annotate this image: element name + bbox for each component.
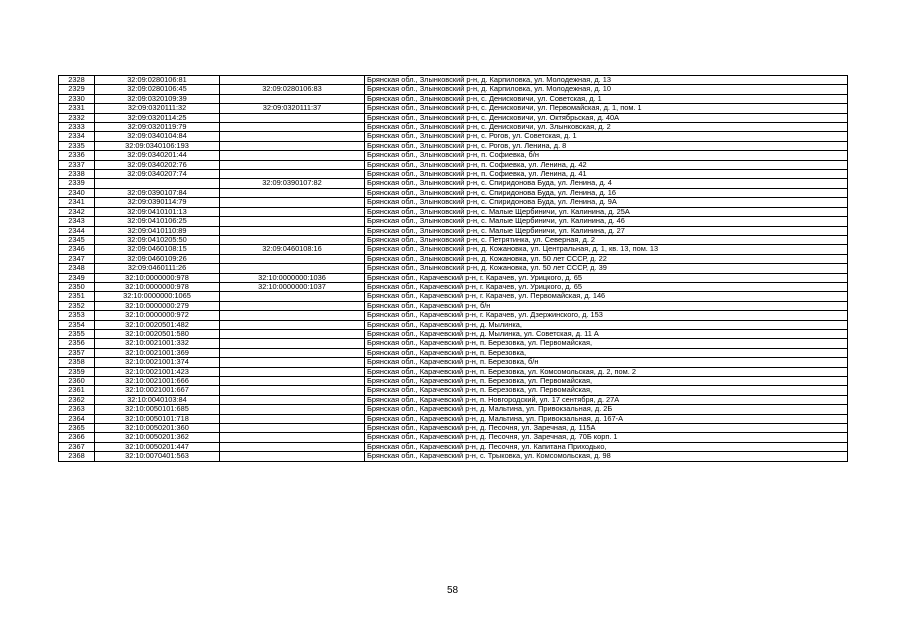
related-cadastral-number-cell	[220, 160, 365, 169]
cadastral-number-cell: 32:10:0000000:1065	[95, 292, 220, 301]
address-cell: Брянская обл., Карачевский р-н, д. Мальтина, ул. Привокзальная, д. 167-А	[365, 414, 848, 423]
row-number-cell: 2366	[59, 433, 95, 442]
address-cell: Брянская обл., Карачевский р-н, б/н	[365, 301, 848, 310]
address-cell: Брянская обл., Злынковский р-н, с. Петрятинка, ул. Северная, д. 2	[365, 235, 848, 244]
related-cadastral-number-cell	[220, 433, 365, 442]
related-cadastral-number-cell	[220, 367, 365, 376]
row-number-cell: 2368	[59, 452, 95, 461]
address-cell: Брянская обл., Злынковский р-н, с. Рогов, ул. Советская, д. 1	[365, 132, 848, 141]
address-cell: Брянская обл., Карачевский р-н, п. Березовка,	[365, 348, 848, 357]
row-number-cell: 2329	[59, 85, 95, 94]
cadastral-number-cell: 32:09:0320119:79	[95, 123, 220, 132]
related-cadastral-number-cell	[220, 386, 365, 395]
cadastral-number-cell: 32:09:0340106:193	[95, 141, 220, 150]
related-cadastral-number-cell: 32:09:0280106:83	[220, 85, 365, 94]
cadastral-number-cell: 32:10:0050201:447	[95, 442, 220, 451]
related-cadastral-number-cell	[220, 395, 365, 404]
address-cell: Брянская обл., Злынковский р-н, с. Спиридонова Буда, ул. Ленина, д. 16	[365, 188, 848, 197]
row-number-cell: 2342	[59, 207, 95, 216]
address-cell: Брянская обл., Карачевский р-н, п. Новгородский, ул. 17 сентября, д. 27А	[365, 395, 848, 404]
address-cell: Брянская обл., Карачевский р-н, п. Березовка, ул. Первомайская,	[365, 377, 848, 386]
related-cadastral-number-cell	[220, 217, 365, 226]
address-cell: Брянская обл., Карачевский р-н, д. Мылинка, ул. Советская, д. 11 А	[365, 329, 848, 338]
row-number-cell: 2357	[59, 348, 95, 357]
row-number-cell: 2363	[59, 405, 95, 414]
related-cadastral-number-cell	[220, 452, 365, 461]
row-number-cell: 2365	[59, 424, 95, 433]
address-cell: Брянская обл., Карачевский р-н, д. Песочня, ул. Капитана Приходько,	[365, 442, 848, 451]
table-row	[59, 235, 848, 244]
table-row	[59, 367, 848, 376]
cadastral-number-cell: 32:10:0050201:362	[95, 433, 220, 442]
row-number-cell: 2349	[59, 273, 95, 282]
row-number-cell: 2362	[59, 395, 95, 404]
address-cell: Брянская обл., Злынковский р-н, с. Спиридонова Буда, ул. Ленина, д. 4	[365, 179, 848, 188]
related-cadastral-number-cell	[220, 113, 365, 122]
cadastral-number-cell: 32:10:0000000:279	[95, 301, 220, 310]
address-cell: Брянская обл., Злынковский р-н, с. Спиридонова Буда, ул. Ленина, д. 9А	[365, 198, 848, 207]
cadastral-number-cell: 32:09:0320109:39	[95, 94, 220, 103]
address-cell: Брянская обл., Карачевский р-н, г. Карачев, ул. Первомайская, д. 146	[365, 292, 848, 301]
address-cell: Брянская обл., Злынковский р-н, с. Рогов, ул. Ленина, д. 8	[365, 141, 848, 150]
table-row	[59, 245, 848, 254]
cadastral-number-cell	[95, 179, 220, 188]
address-cell: Брянская обл., Злынковский р-н, д. Кожановка, ул. 50 лет СССР, д. 22	[365, 254, 848, 263]
address-cell: Брянская обл., Злынковский р-н, с. Денисковичи, ул. Советская, д. 1	[365, 94, 848, 103]
table-row	[59, 320, 848, 329]
table-row	[59, 170, 848, 179]
table-row	[59, 377, 848, 386]
cadastral-number-cell: 32:10:0040103:84	[95, 395, 220, 404]
related-cadastral-number-cell	[220, 207, 365, 216]
related-cadastral-number-cell	[220, 141, 365, 150]
table-row	[59, 188, 848, 197]
table-row	[59, 207, 848, 216]
address-cell: Брянская обл., Карачевский р-н, г. Карачев, ул. Урицкого, д. 65	[365, 273, 848, 282]
address-cell: Брянская обл., Карачевский р-н, п. Березовка, ул. Первомайская,	[365, 386, 848, 395]
page-number: 58	[446, 585, 459, 596]
table-row	[59, 282, 848, 291]
address-cell: Брянская обл., Карачевский р-н, д. Мылинка,	[365, 320, 848, 329]
table-row	[59, 292, 848, 301]
related-cadastral-number-cell	[220, 348, 365, 357]
table-row	[59, 198, 848, 207]
cadastral-number-cell: 32:09:0340201:44	[95, 151, 220, 160]
table-row	[59, 254, 848, 263]
related-cadastral-number-cell	[220, 123, 365, 132]
row-number-cell: 2355	[59, 329, 95, 338]
cadastral-number-cell: 32:10:0020501:580	[95, 329, 220, 338]
property-registry-table	[58, 75, 848, 462]
related-cadastral-number-cell: 32:09:0320111:37	[220, 104, 365, 113]
related-cadastral-number-cell	[220, 329, 365, 338]
address-cell: Брянская обл., Карачевский р-н, п. Березовка, ул. Первомайская,	[365, 339, 848, 348]
table-row	[59, 217, 848, 226]
row-number-cell: 2338	[59, 170, 95, 179]
table-row	[59, 433, 848, 442]
table-row	[59, 151, 848, 160]
related-cadastral-number-cell: 32:09:0390107:82	[220, 179, 365, 188]
related-cadastral-number-cell	[220, 358, 365, 367]
related-cadastral-number-cell	[220, 405, 365, 414]
address-cell: Брянская обл., Злынковский р-н, д. Кожановка, ул. 50 лет СССР, д. 39	[365, 264, 848, 273]
cadastral-number-cell: 32:10:0050201:360	[95, 424, 220, 433]
table-row	[59, 405, 848, 414]
row-number-cell: 2361	[59, 386, 95, 395]
related-cadastral-number-cell	[220, 311, 365, 320]
cadastral-number-cell: 32:09:0340202:76	[95, 160, 220, 169]
cadastral-number-cell: 32:09:0410101:13	[95, 207, 220, 216]
address-cell: Брянская обл., Злынковский р-н, с. Малые Щербиничи, ул. Калинина, д. 27	[365, 226, 848, 235]
table-row	[59, 348, 848, 357]
cadastral-number-cell: 32:10:0050101:685	[95, 405, 220, 414]
related-cadastral-number-cell	[220, 170, 365, 179]
cadastral-number-cell: 32:10:0020501:482	[95, 320, 220, 329]
table-row	[59, 424, 848, 433]
cadastral-number-cell: 32:09:0320114:25	[95, 113, 220, 122]
cadastral-number-cell: 32:10:0050101:718	[95, 414, 220, 423]
address-cell: Брянская обл., Карачевский р-н, г. Карачев, ул. Дзержинского, д. 153	[365, 311, 848, 320]
row-number-cell: 2350	[59, 282, 95, 291]
related-cadastral-number-cell	[220, 377, 365, 386]
row-number-cell: 2334	[59, 132, 95, 141]
cadastral-number-cell: 32:10:0021001:374	[95, 358, 220, 367]
related-cadastral-number-cell	[220, 94, 365, 103]
related-cadastral-number-cell	[220, 424, 365, 433]
cadastral-number-cell: 32:09:0320111:32	[95, 104, 220, 113]
address-cell: Брянская обл., Злынковский р-н, с. Денисковичи, ул. Злынковская, д. 2	[365, 123, 848, 132]
address-cell: Брянская обл., Злынковский р-н, с. Денисковичи, ул. Октябрьская, д. 40А	[365, 113, 848, 122]
cadastral-number-cell: 32:09:0390107:84	[95, 188, 220, 197]
address-cell: Брянская обл., Злынковский р-н, с. Малые Щербиничи, ул. Калинина, д. 25А	[365, 207, 848, 216]
cadastral-number-cell: 32:10:0021001:332	[95, 339, 220, 348]
cadastral-number-cell: 32:10:0021001:369	[95, 348, 220, 357]
row-number-cell: 2354	[59, 320, 95, 329]
table-row	[59, 301, 848, 310]
row-number-cell: 2343	[59, 217, 95, 226]
row-number-cell: 2356	[59, 339, 95, 348]
related-cadastral-number-cell	[220, 254, 365, 263]
row-number-cell: 2346	[59, 245, 95, 254]
address-cell: Брянская обл., Карачевский р-н, г. Карачев, ул. Урицкого, д. 65	[365, 282, 848, 291]
row-number-cell: 2336	[59, 151, 95, 160]
table-row	[59, 179, 848, 188]
table-row	[59, 358, 848, 367]
table-row	[59, 76, 848, 85]
table-row	[59, 273, 848, 282]
row-number-cell: 2364	[59, 414, 95, 423]
related-cadastral-number-cell: 32:09:0460108:16	[220, 245, 365, 254]
cadastral-number-cell: 32:09:0280106:81	[95, 76, 220, 85]
related-cadastral-number-cell	[220, 339, 365, 348]
cadastral-number-cell: 32:09:0390114:79	[95, 198, 220, 207]
row-number-cell: 2347	[59, 254, 95, 263]
row-number-cell: 2351	[59, 292, 95, 301]
row-number-cell: 2332	[59, 113, 95, 122]
table-row	[59, 339, 848, 348]
table-row	[59, 452, 848, 461]
table-row	[59, 414, 848, 423]
cadastral-number-cell: 32:10:0021001:423	[95, 367, 220, 376]
row-number-cell: 2345	[59, 235, 95, 244]
address-cell: Брянская обл., Карачевский р-н, д. Песочня, ул. Заречная, д. 70Б корп. 1	[365, 433, 848, 442]
address-cell: Брянская обл., Карачевский р-н, п. Березовка, ул. Комсомольская, д. 2, пом. 2	[365, 367, 848, 376]
row-number-cell: 2341	[59, 198, 95, 207]
row-number-cell: 2359	[59, 367, 95, 376]
table-row	[59, 226, 848, 235]
row-number-cell: 2353	[59, 311, 95, 320]
cadastral-number-cell: 32:09:0280106:45	[95, 85, 220, 94]
cadastral-number-cell: 32:10:0021001:667	[95, 386, 220, 395]
table-row	[59, 329, 848, 338]
related-cadastral-number-cell	[220, 292, 365, 301]
related-cadastral-number-cell	[220, 188, 365, 197]
cadastral-number-cell: 32:09:0340104:84	[95, 132, 220, 141]
related-cadastral-number-cell	[220, 132, 365, 141]
related-cadastral-number-cell	[220, 442, 365, 451]
row-number-cell: 2335	[59, 141, 95, 150]
address-cell: Брянская обл., Злынковский р-н, с. Малые Щербиничи, ул. Калинина, д. 46	[365, 217, 848, 226]
related-cadastral-number-cell: 32:10:0000000:1036	[220, 273, 365, 282]
address-cell: Брянская обл., Карачевский р-н, д. Мальтина, ул. Привокзальная, д. 2Б	[365, 405, 848, 414]
row-number-cell: 2348	[59, 264, 95, 273]
table-row	[59, 160, 848, 169]
table-row	[59, 85, 848, 94]
table-row	[59, 311, 848, 320]
table-row	[59, 264, 848, 273]
address-cell: Брянская обл., Карачевский р-н, п. Березовка, б/н	[365, 358, 848, 367]
address-cell: Брянская обл., Злынковский р-н, п. Софиевка, ул. Ленина, д. 41	[365, 170, 848, 179]
row-number-cell: 2367	[59, 442, 95, 451]
table-row	[59, 141, 848, 150]
row-number-cell: 2344	[59, 226, 95, 235]
row-number-cell: 2330	[59, 94, 95, 103]
row-number-cell: 2328	[59, 76, 95, 85]
address-cell: Брянская обл., Злынковский р-н, д. Карпиловка, ул. Молодежная, д. 10	[365, 85, 848, 94]
row-number-cell: 2333	[59, 123, 95, 132]
cadastral-number-cell: 32:10:0000000:978	[95, 273, 220, 282]
related-cadastral-number-cell	[220, 414, 365, 423]
row-number-cell: 2339	[59, 179, 95, 188]
cadastral-number-cell: 32:10:0070401:563	[95, 452, 220, 461]
address-cell: Брянская обл., Злынковский р-н, д. Карпиловка, ул. Молодежная, д. 13	[365, 76, 848, 85]
cadastral-number-cell: 32:09:0410110:89	[95, 226, 220, 235]
table-row	[59, 132, 848, 141]
table-row	[59, 395, 848, 404]
cadastral-number-cell: 32:09:0410106:25	[95, 217, 220, 226]
related-cadastral-number-cell	[220, 226, 365, 235]
cadastral-number-cell: 32:09:0460109:26	[95, 254, 220, 263]
address-cell: Брянская обл., Злынковский р-н, с. Денисковичи, ул. Первомайская, д. 1, пом. 1	[365, 104, 848, 113]
related-cadastral-number-cell	[220, 320, 365, 329]
cadastral-number-cell: 32:10:0000000:972	[95, 311, 220, 320]
cadastral-number-cell: 32:09:0460111:26	[95, 264, 220, 273]
table-row	[59, 123, 848, 132]
table-row	[59, 94, 848, 103]
cadastral-number-cell: 32:10:0000000:978	[95, 282, 220, 291]
related-cadastral-number-cell	[220, 264, 365, 273]
related-cadastral-number-cell	[220, 235, 365, 244]
related-cadastral-number-cell: 32:10:0000000:1037	[220, 282, 365, 291]
related-cadastral-number-cell	[220, 301, 365, 310]
row-number-cell: 2360	[59, 377, 95, 386]
address-cell: Брянская обл., Злынковский р-н, п. Софиевка, ул. Ленина, д. 42	[365, 160, 848, 169]
row-number-cell: 2352	[59, 301, 95, 310]
row-number-cell: 2358	[59, 358, 95, 367]
related-cadastral-number-cell	[220, 76, 365, 85]
table-row	[59, 442, 848, 451]
cadastral-number-cell: 32:09:0410205:50	[95, 235, 220, 244]
registry-table-body	[59, 76, 848, 462]
cadastral-number-cell: 32:09:0460108:15	[95, 245, 220, 254]
related-cadastral-number-cell	[220, 151, 365, 160]
table-row	[59, 386, 848, 395]
row-number-cell: 2340	[59, 188, 95, 197]
related-cadastral-number-cell	[220, 198, 365, 207]
address-cell: Брянская обл., Злынковский р-н, д. Кожановка, ул. Центральная, д. 1, кв. 13, пом. 13	[365, 245, 848, 254]
table-row	[59, 104, 848, 113]
address-cell: Брянская обл., Злынковский р-н, п. Софиевка, б/н	[365, 151, 848, 160]
address-cell: Брянская обл., Карачевский р-н, с. Трыковка, ул. Комсомольская, д. 98	[365, 452, 848, 461]
row-number-cell: 2331	[59, 104, 95, 113]
row-number-cell: 2337	[59, 160, 95, 169]
table-row	[59, 113, 848, 122]
cadastral-number-cell: 32:10:0021001:666	[95, 377, 220, 386]
address-cell: Брянская обл., Карачевский р-н, д. Песочня, ул. Заречная, д. 115А	[365, 424, 848, 433]
cadastral-number-cell: 32:09:0340207:74	[95, 170, 220, 179]
